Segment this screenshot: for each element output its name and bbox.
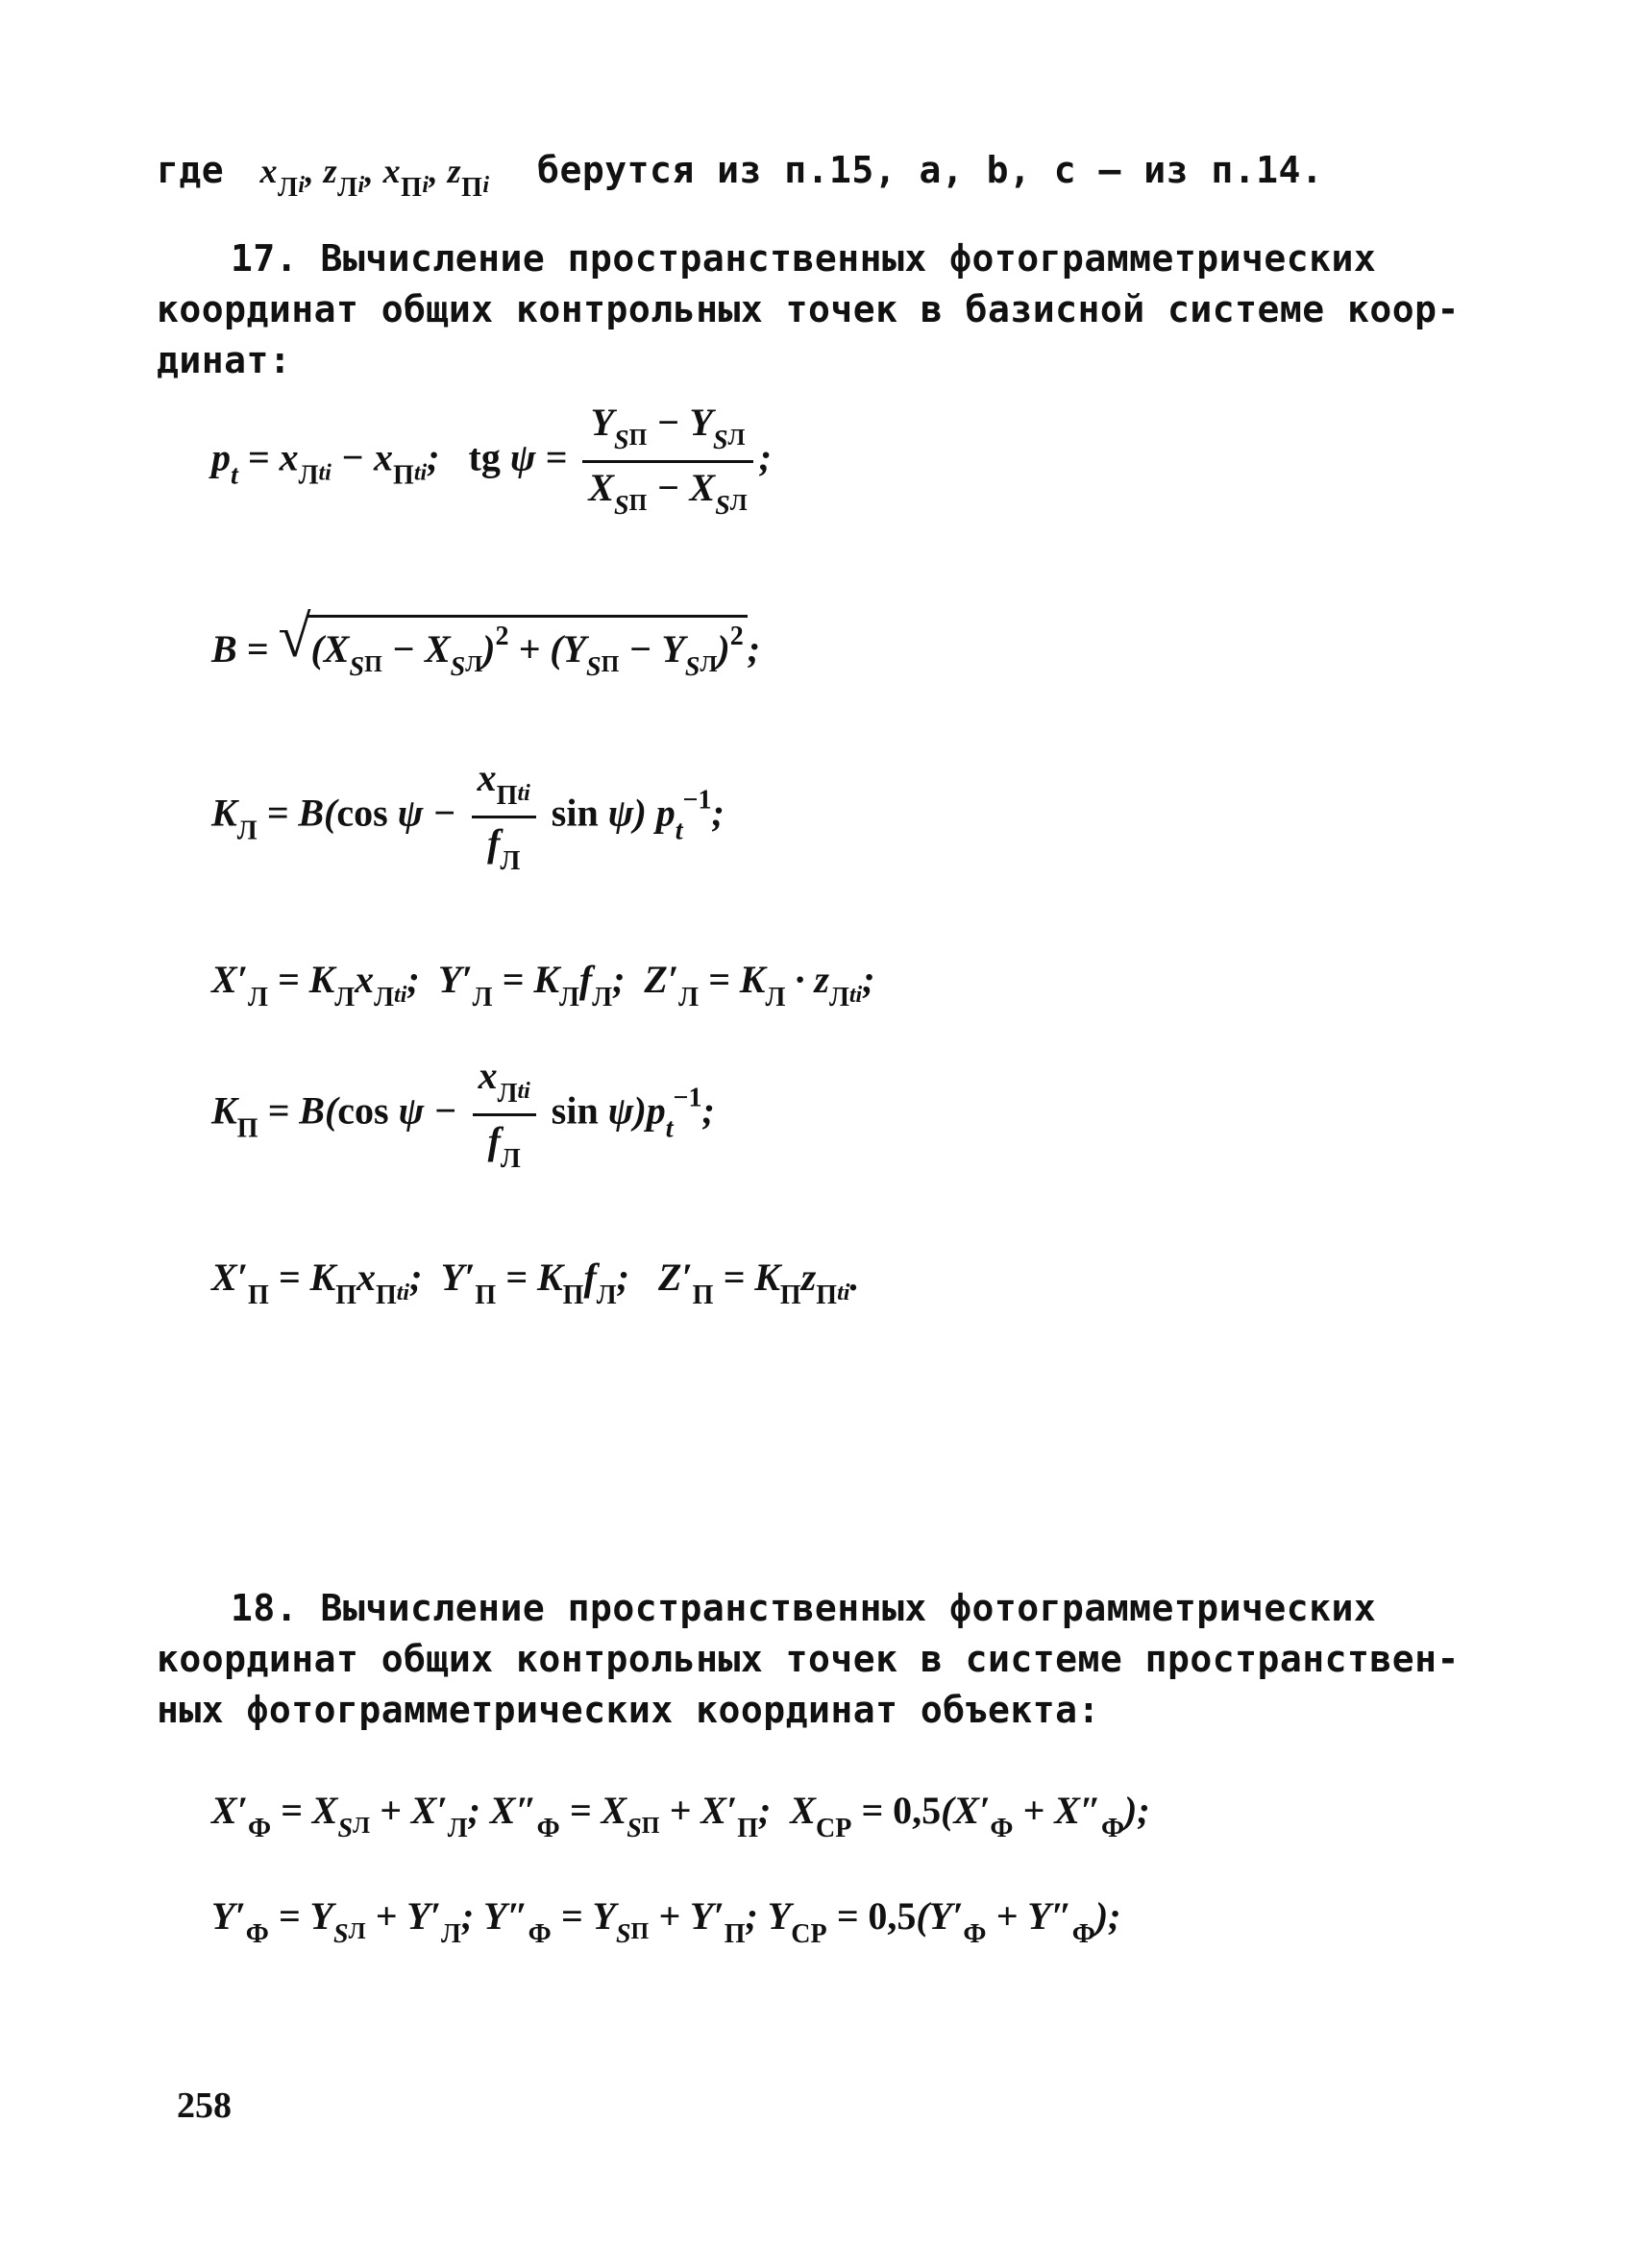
k-left-fraction: $\frac{x_{Пti}}{f_Л}$ [472,759,536,875]
section17-line1: 17. Вычисление пространственных фотограмметрических [231,237,1377,280]
section18-line1: 18. Вычисление пространственных фотограмметрических [231,1587,1377,1629]
formula-k-left: $K_Л = B(\cos$ ψ − $\frac{x_{Пti}}{f_Л}$ sin ψ) $p_t^{-1}$; [211,756,725,876]
section17-line3: динат: [157,339,292,381]
section18-line2: координат общих контрольных точек в системе пространствен- [157,1638,1460,1680]
formula-right-coords: $X'_П = K_Пx_{Пti}$; $Y'_П = K_Пf_Л$; $Z'_П = K_Пz_{Пti}$. [211,1256,860,1310]
formula-left-coords: $X'_Л = K_Лx_{Лti}$; $Y'_Л = K_Лf_Л$; $Z'_Л = K_Л \cdot z_{Лti}$; [211,958,875,1012]
base-sqrt: √ $(X_{SП} - X_{SЛ})^2 + (Y_{SП} - Y_{SЛ})^2$ [278,615,747,681]
header-prefix: где [157,149,225,191]
page-number: 258 [177,2085,232,2126]
formula-base-length: B = √ $(X_{SП} - X_{SЛ})^2 + (Y_{SП} - Y_{SЛ})^2$ ; [211,604,761,682]
header-line [157,149,1324,203]
header-variables: $x_{Лi}$, $z_{Лi}$, $x_{Пi}$, $z_{Пi}$ [259,152,490,203]
formula-k-right: $K_П = B(\cos$ ψ − $\frac{x_{Лti}}{f_Л}$ $\sin \psi)p_t^{-1}$; [211,1054,715,1174]
header-suffix: берутся из п.15, a, b, c – из п.14. [537,149,1324,191]
section17-line2: координат общих контрольных точек в базисной системе коор- [157,288,1460,330]
formula-y-object: $Y'_Ф = Y_{SЛ} + Y'_Л$; $Y''_Ф = Y_{SП} + Y'_П$; $Y_{СР} = 0,5(Y'_Ф + Y''_Ф)$; [211,1894,1121,1949]
section18-line3: ных фотограмметрических координат объекта: [157,1689,1100,1731]
formula-parallax-tg-psi: $p_t = x_{Лti} - x_{Пti}$; tg ψ = $\frac{Y_{SП} - Y_{SЛ}}{X_{SП} - X_{SЛ}}$ ; [211,401,772,521]
tg-psi-fraction: $\frac{Y_{SП} - Y_{SЛ}}{X_{SП} - X_{SЛ}}$ [582,403,752,520]
k-right-fraction: $\frac{x_{Лti}}{f_Л}$ [473,1057,536,1173]
formula-x-object: $X'_Ф = X_{SЛ} + X'_Л$; $X''_Ф = X_{SП} + X'_П$; $X_{СР} = 0,5(X'_Ф + X''_Ф)$; [211,1789,1150,1843]
